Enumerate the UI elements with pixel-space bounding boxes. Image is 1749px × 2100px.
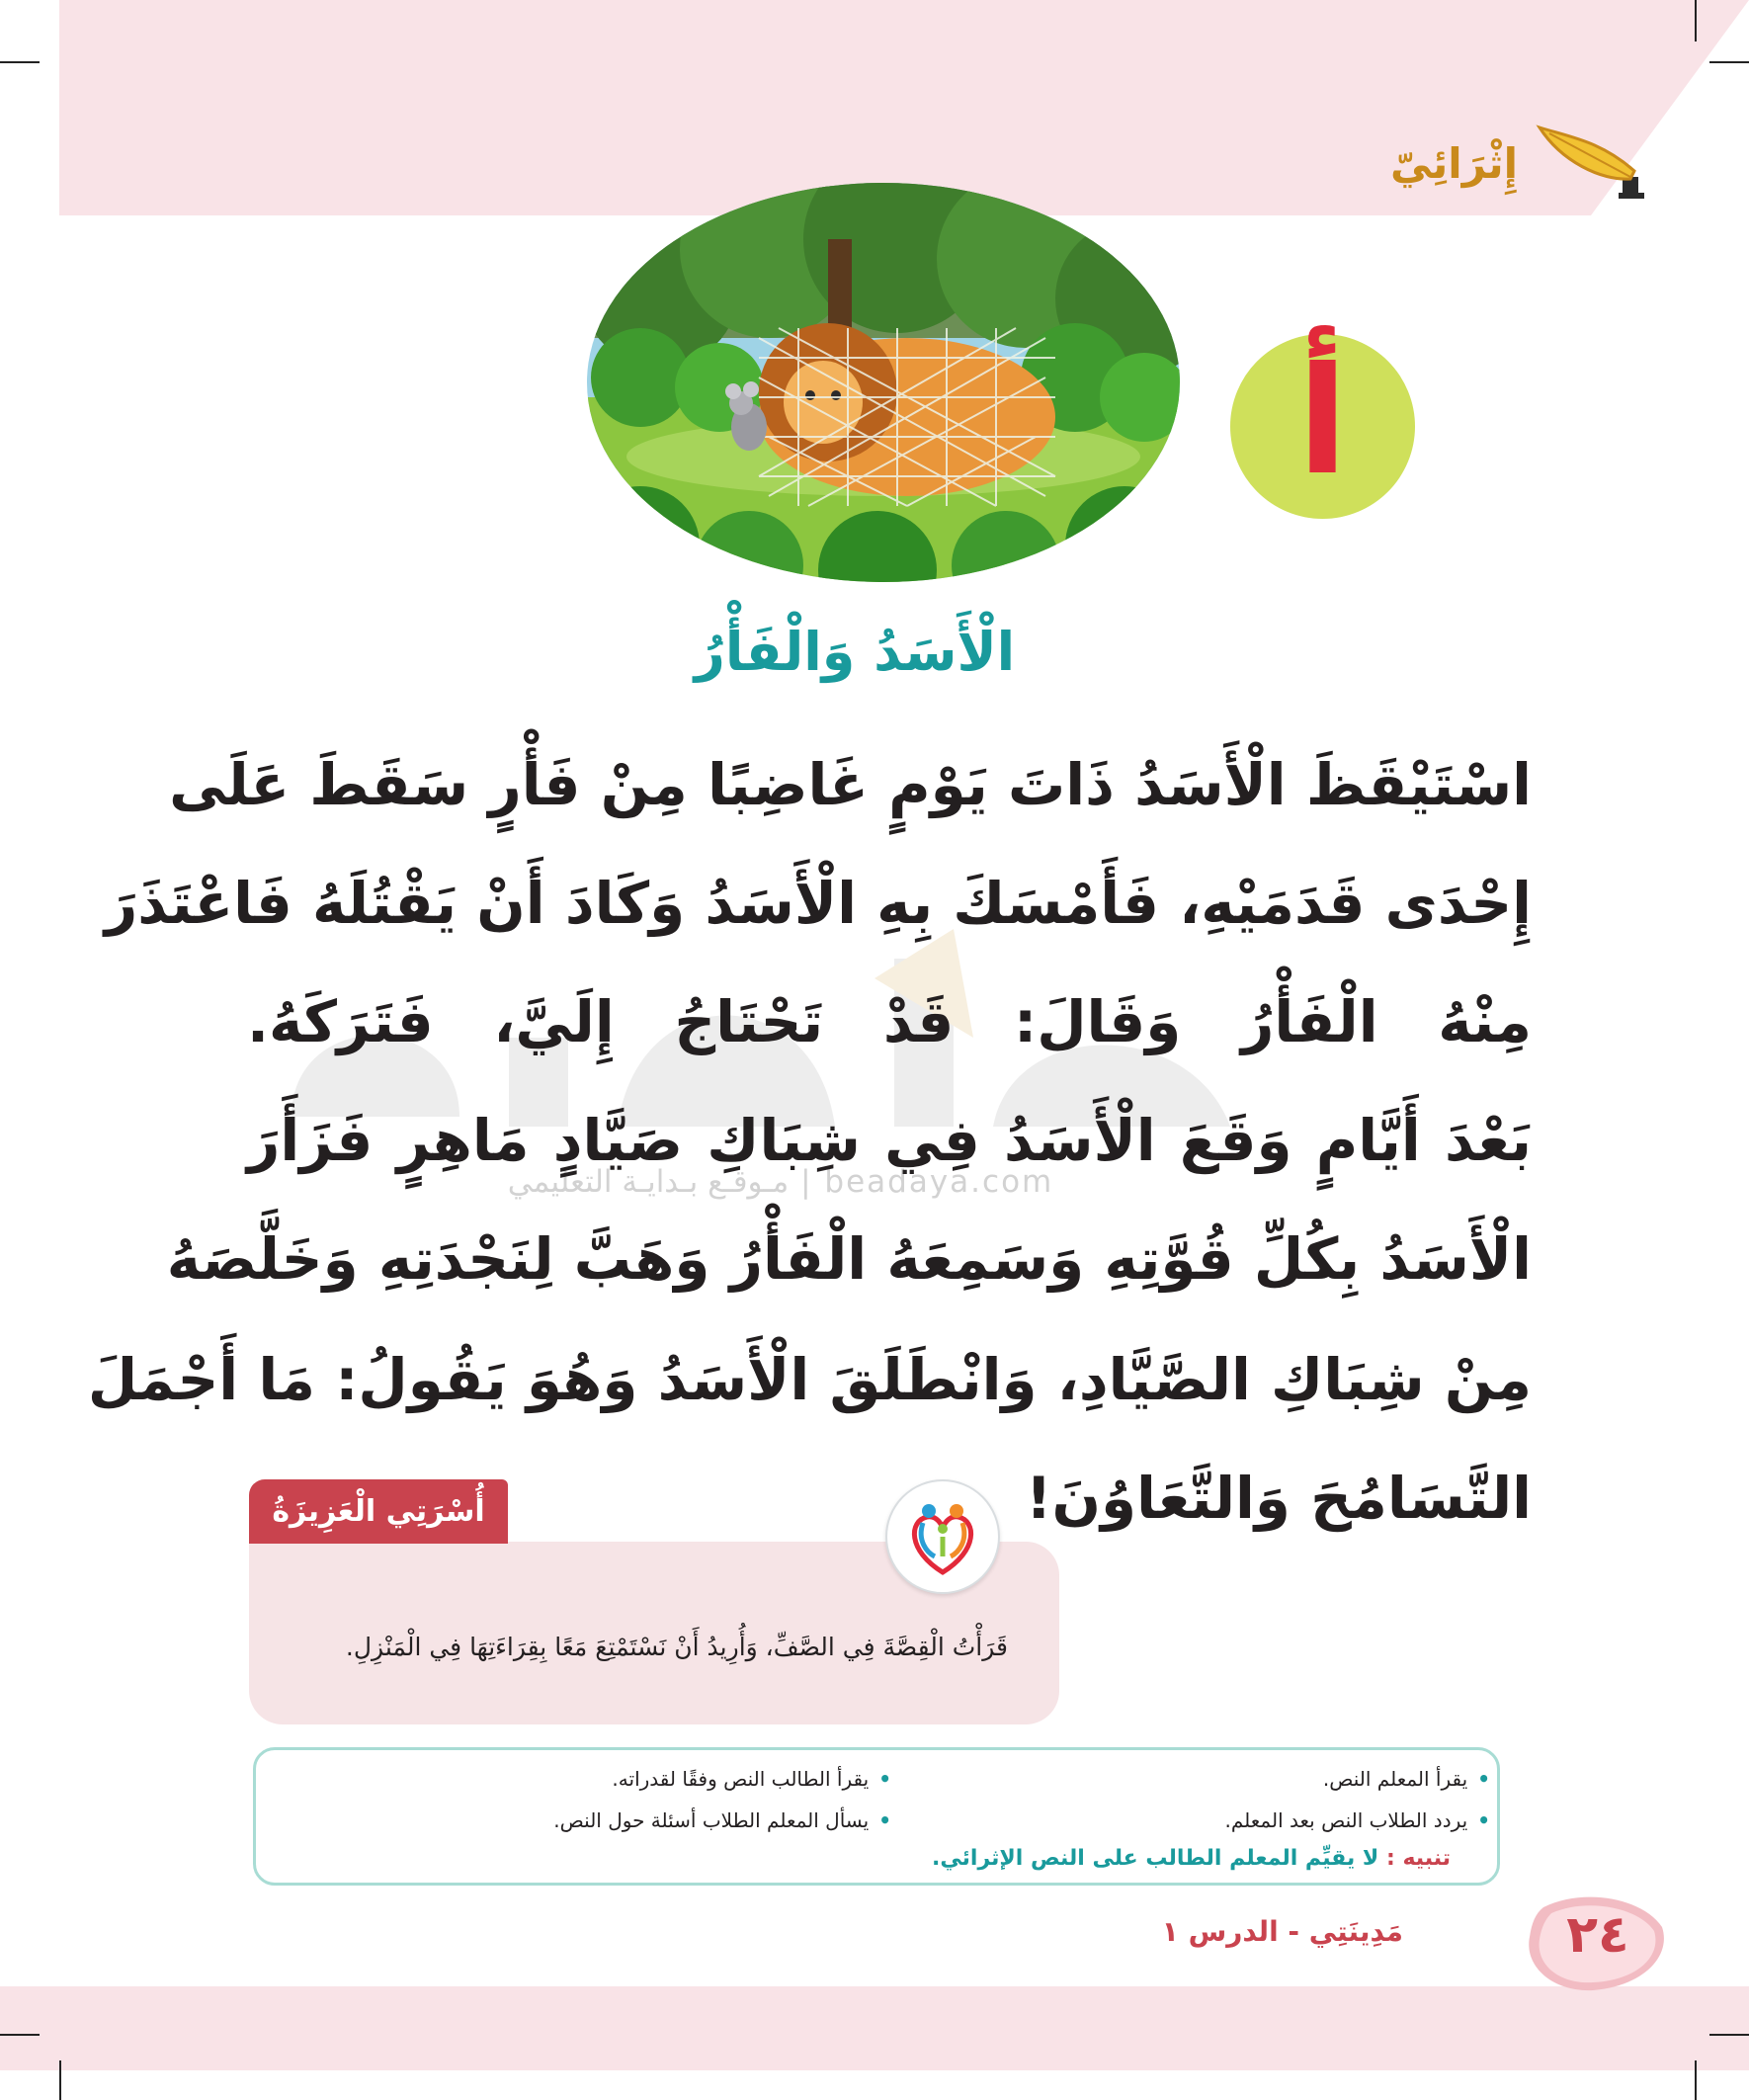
crop-mark (59, 2060, 61, 2100)
crop-mark (1695, 0, 1697, 42)
warning-label: تنبيه : (1385, 1846, 1451, 1871)
story-line-1: اسْتَيْقَظَ الْأَسَدُ ذَاتَ يَوْمٍ غَاضِبًا مِنْ فَأْرٍ سَقَطَ عَلَى (169, 751, 1532, 818)
footer-lesson-label: مَدِينَتِي - الدرس ١ (1161, 1915, 1403, 1948)
crop-mark (0, 2034, 40, 2036)
story-line-5: الْأَسَدُ بِكُلِّ قُوَّتِهِ وَسَمِعَهُ الْفَأْرُ وَهَبَّ لِنَجْدَتِهِ وَخَلَّصَهُ (166, 1225, 1532, 1293)
crop-mark (0, 61, 40, 63)
bullet-icon: • (1477, 1808, 1490, 1832)
bullet-icon: • (1477, 1767, 1490, 1791)
page-number: ٢٤ (1566, 1905, 1629, 1965)
crop-mark (1709, 61, 1749, 63)
bullet-icon: • (878, 1808, 891, 1832)
letter-badge (1230, 334, 1415, 519)
teacher-warning (932, 1846, 1451, 1871)
letter-alif: أ (1296, 335, 1349, 508)
bullet-icon: • (878, 1767, 891, 1791)
note-item: •يقرأ المعلم النص. (1322, 1767, 1490, 1791)
family-note-title: أُسْرَتِي الْعَزِيزَةُ (272, 1494, 485, 1529)
story-line-7: التَّسَامُحَ وَالتَّعَاوُنَ! (1026, 1465, 1532, 1532)
quill-pen-icon (1532, 122, 1650, 205)
story-line-4: بَعْدَ أَيَّامٍ وَقَعَ الْأَسَدُ فِي شِبَاكِ صَيَّادٍ مَاهِرٍ فَزَأَرَ (247, 1107, 1532, 1174)
crop-mark (1695, 2060, 1697, 2100)
family-hearts-icon (885, 1479, 1000, 1594)
warning-text: لا يقيِّم المعلم الطالب على النص الإثرائي. (932, 1846, 1379, 1871)
lion-and-mouse-illustration (581, 180, 1186, 585)
note-item: •يردد الطلاب النص بعد المعلم. (1224, 1808, 1490, 1832)
story-line-6: مِنْ شِبَاكِ الصَّيَّادِ، وَانْطَلَقَ الْأَسَدُ وَهُوَ يَقُولُ: مَا أَجْمَلَ (87, 1346, 1532, 1413)
section-heading (1390, 124, 1650, 203)
story-line-3: مِنْهُ الْفَأْرُ وَقَالَ: قَدْ تَحْتَاجُ إِلَيَّ، فَتَرَكَهُ. (247, 988, 1532, 1055)
footer-band (0, 1986, 1749, 2070)
story-title: الْأَسَدُ وَالْفَأْرُ (694, 621, 1016, 683)
family-note-tab (249, 1479, 508, 1544)
family-note-text: قَرَأْتُ الْقِصَّةَ فِي الصَّفِّ، وَأُرِيدُ أَنْ نَسْتَمْتِعَ مَعًا بِقِرَاءَتِهَا فِي الْمَنْزِلِ. (345, 1633, 1008, 1661)
note-item: •يقرأ الطالب النص وفقًا لقدراته. (612, 1767, 891, 1791)
note-item: •يسأل المعلم الطلاب أسئلة حول النص. (553, 1808, 891, 1832)
watermark-text: beadaya.com | مـوقـع بـدايـة التعليمي (507, 1164, 1054, 1200)
crop-mark (1709, 2034, 1749, 2036)
story-line-2: إِحْدَى قَدَمَيْهِ، فَأَمْسَكَ بِهِ الْأَسَدُ وَكَادَ أَنْ يَقْتُلَهُ فَاعْتَذَرَ (104, 870, 1532, 937)
section-title: إِثْرَائِيّ (1390, 138, 1518, 188)
